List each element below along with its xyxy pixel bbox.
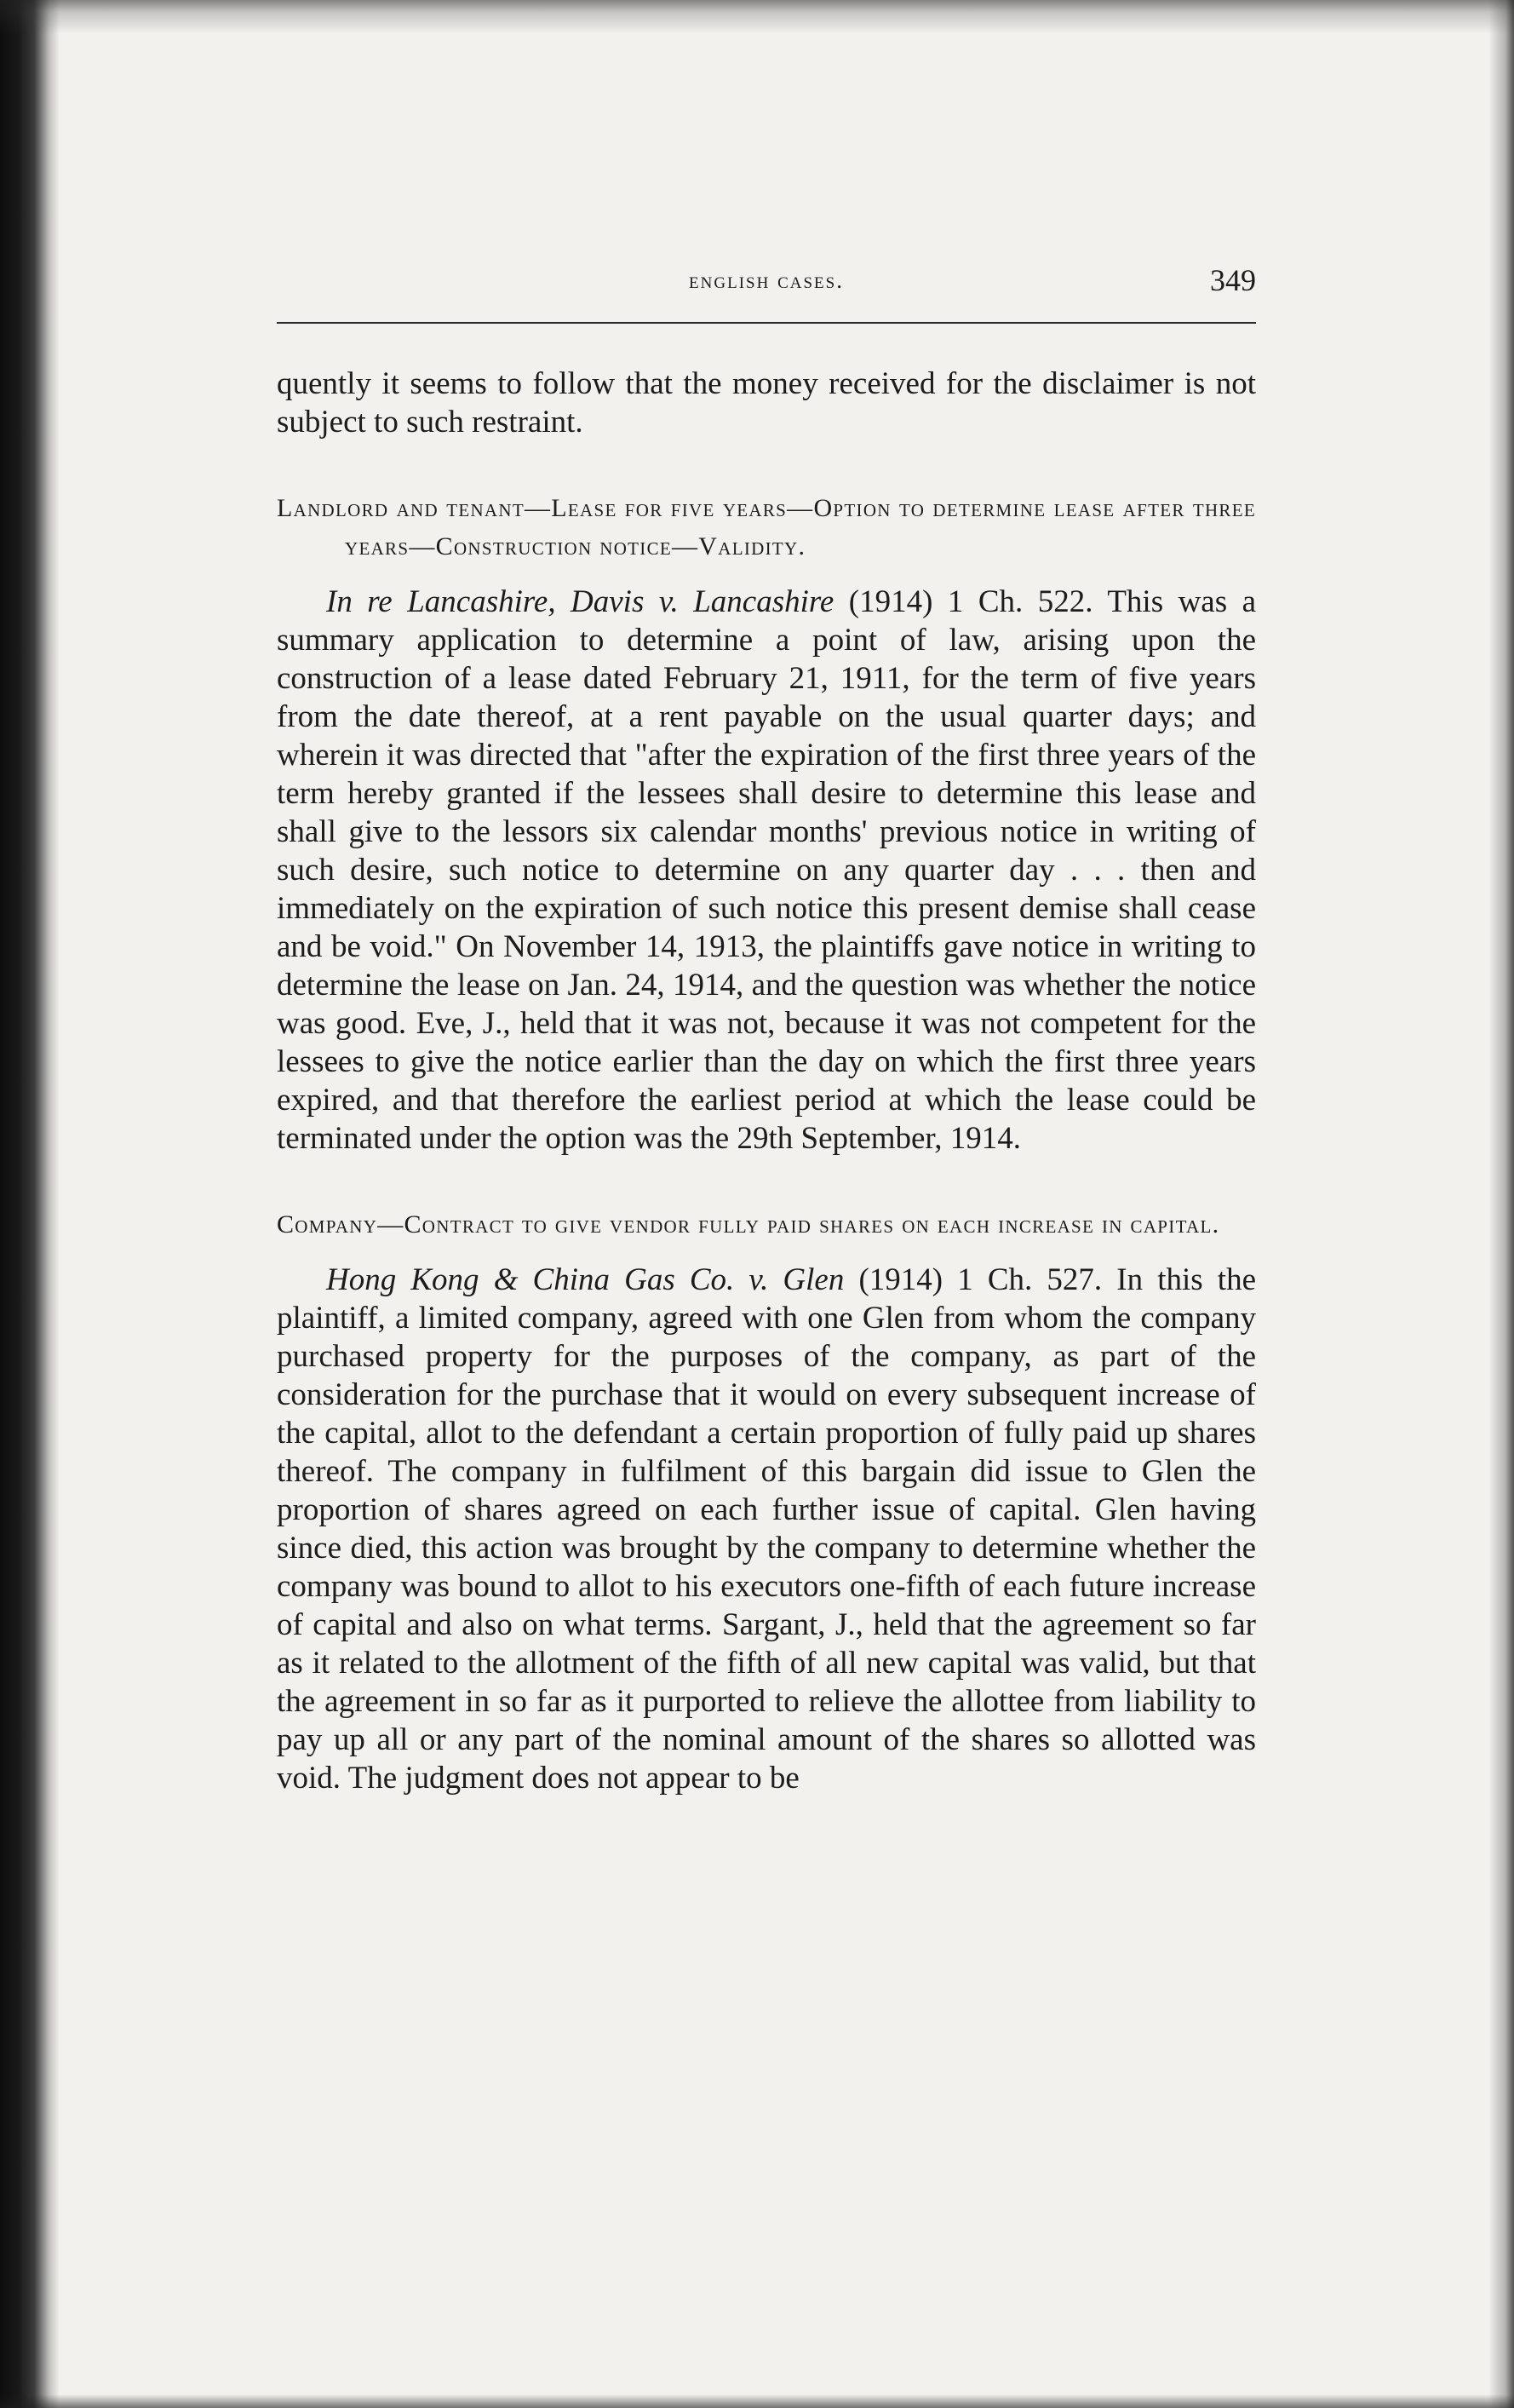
- top-edge-shadow: [0, 0, 1514, 34]
- continuation-paragraph: quently it seems to follow that the money received for the disclaimer is not subject to such restraint.: [277, 366, 1256, 440]
- section-heading: Company—Contract to give vendor fully paid shares on each increase in capital.: [277, 1210, 1220, 1238]
- running-title: english cases.: [689, 267, 844, 293]
- bottom-edge-shadow: [0, 2394, 1514, 2408]
- case-text: This was a summary application to determine a point of law, arising upon the construction of a lease dated February 21, 1911, for the term of five years from the date thereof, at a rent payable on the usual quarter days; and wherein it was directed that "after the expiration of the first three years of the term hereby granted if the lessees shall desire to determine this lease and shall give to the lessors six calendar months' previous notice in writing of such desire, such notice to determine on any quarter day . . . then and immediately on the expiration of such notice this present demise shall cease and be void." On November 14, 1913, the plaintiffs gave notice in writing to determine the lease on Jan. 24, 1914, and the question was whether the notice was good. Eve, J., held that it was not, because it was not competent for the lessees to give the notice earlier than the day on which the first three years expired, and that therefore the earliest period at which the lease could be terminated under the option was the 29th September, 1914.: [277, 584, 1256, 1156]
- header-rule: [277, 322, 1256, 324]
- binding-shadow: [0, 0, 60, 2408]
- case-paragraph: [277, 583, 1256, 1158]
- case-name: Hong Kong & China Gas Co. v. Glen: [326, 1262, 845, 1297]
- running-head: [277, 256, 1256, 315]
- right-edge-shadow: [1488, 0, 1514, 2408]
- case-section-lancashire: [277, 489, 1256, 1158]
- case-section-hong-kong-gas: [277, 1205, 1256, 1797]
- case-name: In re Lancashire, Davis v. Lancashire: [326, 584, 834, 619]
- page-content: [277, 256, 1256, 1797]
- page-number: 349: [1210, 263, 1256, 297]
- section-heading: Landlord and tenant—Lease for five years—Option to determine lease after three years—Construction notice—Validity.: [277, 494, 1256, 560]
- case-text: In this the plaintiff, a limited company, agreed with one Glen from whom the company purchased property for the purposes of the company, as part of the consideration for the purchase that it would on every subsequent increase of the capital, allot to the defendant a certain proportion of fully paid up shares thereof. The company in fulfilment of this bargain did issue to Glen the proportion of shares agreed on each further issue of capital. Glen having since died, this action was brought by the company to determine whether the company was bound to allot to his executors one-fifth of each future increase of capital and also on what terms. Sargant, J., held that the agreement so far as it related to the allotment of the fifth of all new capital was valid, but that the agreement in so far as it purported to relieve the allottee from liability to pay up all or any part of the nominal amount of the shares so allotted was void. The judgment does not appear to be: [277, 1262, 1256, 1796]
- case-citation: (1914) 1 Ch. 522.: [834, 584, 1093, 619]
- case-paragraph: [277, 1261, 1256, 1797]
- case-citation: (1914) 1 Ch. 527.: [844, 1262, 1103, 1297]
